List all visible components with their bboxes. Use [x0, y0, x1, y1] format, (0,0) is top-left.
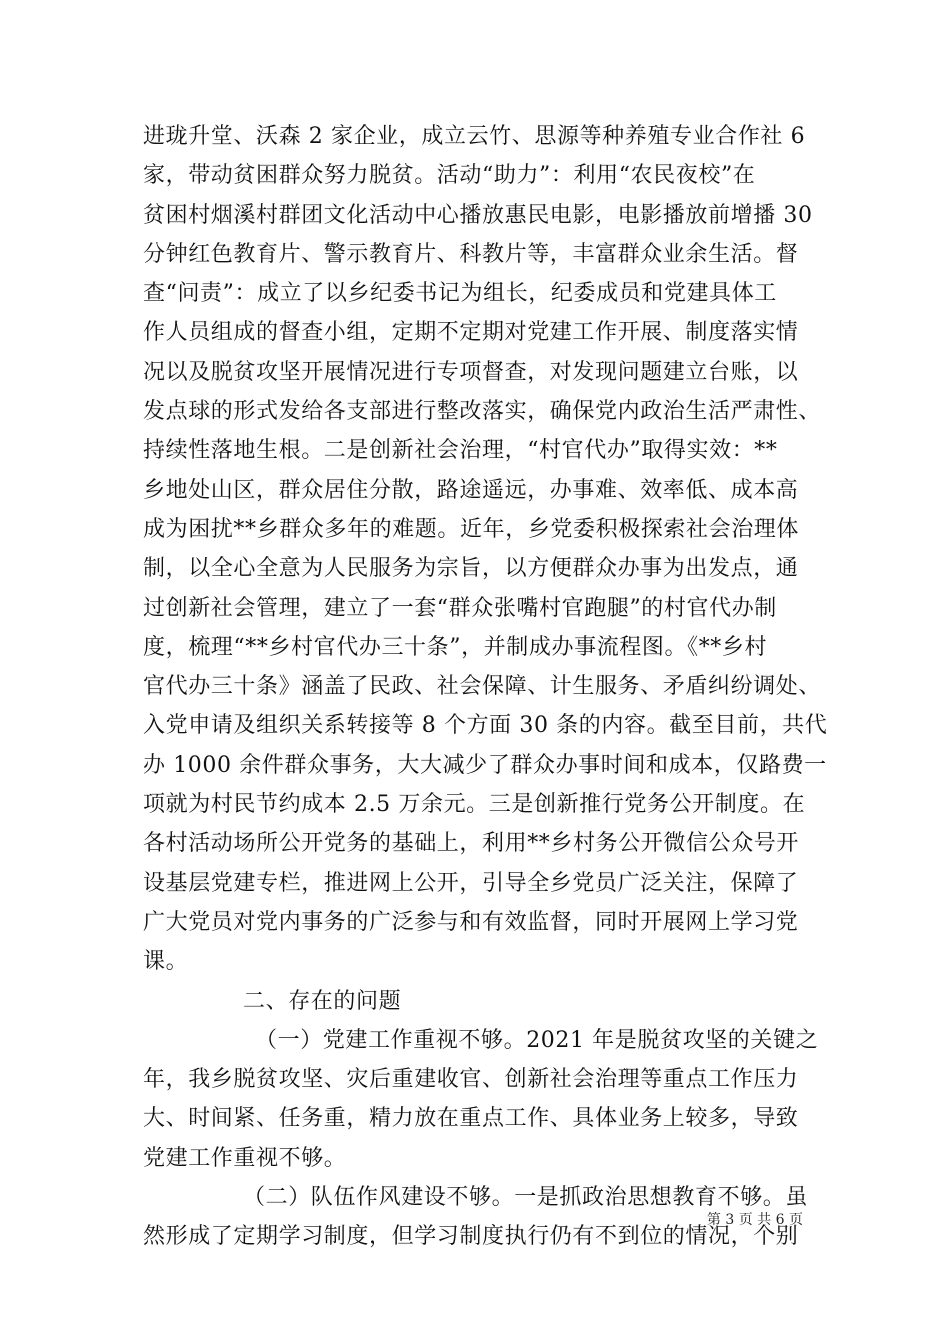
- text-line: 作人员组成的督查小组，定期不定期对党建工作开展、制度落实情: [143, 320, 799, 346]
- text-line: 然形成了定期学习制度，但学习制度执行仍有不到位的情况，个别: [143, 1224, 799, 1250]
- body-text: [143, 117, 828, 1257]
- text-line: 乡地处山区，群众居住分散，路途遥远，办事难、效率低、成本高: [143, 477, 799, 503]
- text-line: 党建工作重视不够。: [143, 1145, 347, 1171]
- text-line: 成为困扰**乡群众多年的难题。近年，乡党委积极探索社会治理体: [143, 516, 800, 542]
- text-line: 办 1000 余件群众事务，大大减少了群众办事时间和成本，仅路费一: [143, 752, 827, 778]
- text-line: 贫困村烟溪村群团文化活动中心播放惠民电影，电影播放前增播 30: [143, 202, 813, 228]
- text-line: 持续性落地生根。二是创新社会治理，“村官代办”取得实效：**: [143, 438, 778, 464]
- text-line: 官代办三十条》涵盖了民政、社会保障、计生服务、矛盾纠纷调处、: [143, 674, 822, 700]
- text-line: 各村活动场所公开党务的基础上，利用**乡村务公开微信公众号开: [143, 831, 800, 857]
- text-line: 进珑升堂、沃森 2 家企业，成立云竹、思源等种养殖专业合作社 6: [143, 124, 806, 149]
- text-line: 过创新社会管理，建立了一套“群众张嘴村官跑腿”的村官代办制: [143, 595, 777, 621]
- text-line: 度，梳理“**乡村官代办三十条”，并制成办事流程图。《**乡村: [143, 634, 768, 660]
- text-line: 家，带动贫困群众努力脱贫。活动“助力”：利用“农民夜校”在: [143, 163, 756, 189]
- text-line: 况以及脱贫攻坚开展情况进行专项督查，对发现问题建立台账，以: [143, 359, 799, 385]
- text-line: 入党申请及组织关系转接等 8 个方面 30 条的内容。截至目前，共代: [143, 713, 828, 739]
- text-line: 设基层党建专栏，推进网上公开，引导全乡党员广泛关注，保障了: [143, 870, 799, 896]
- text-line: 广大党员对党内事务的广泛参与和有效监督，同时开展网上学习党: [143, 909, 799, 935]
- section-heading: 二、存在的问题: [243, 988, 402, 1014]
- text-line: 课。: [143, 949, 189, 975]
- text-line: （二）队伍作风建设不够。一是抓政治思想教育不够。虽: [243, 1185, 809, 1211]
- text-line: 制，以全心全意为人民服务为宗旨，以方便群众办事为出发点，通: [143, 556, 799, 582]
- text-line: 发点球的形式发给各支部进行整改落实，确保党内政治生活严肃性、: [143, 399, 822, 425]
- text-line: 年，我乡脱贫攻坚、灾后重建收官、创新社会治理等重点工作压力: [143, 1067, 799, 1093]
- page-number-footer: 第 3 页 共 6 页: [706, 1212, 803, 1228]
- text-line: 分钟红色教育片、警示教育片、科教片等，丰富群众业余生活。督: [143, 241, 799, 267]
- text-line: 项就为村民节约成本 2.5 万余元。三是创新推行党务公开制度。在: [143, 792, 806, 818]
- text-line: （一）党建工作重视不够。2021 年是脱贫攻坚的关键之: [255, 1027, 819, 1053]
- text-line: 大、时间紧、任务重，精力放在重点工作、具体业务上较多，导致: [143, 1106, 799, 1132]
- text-line: 查“问责”：成立了以乡纪委书记为组长，纪委成员和党建具体工: [143, 281, 777, 307]
